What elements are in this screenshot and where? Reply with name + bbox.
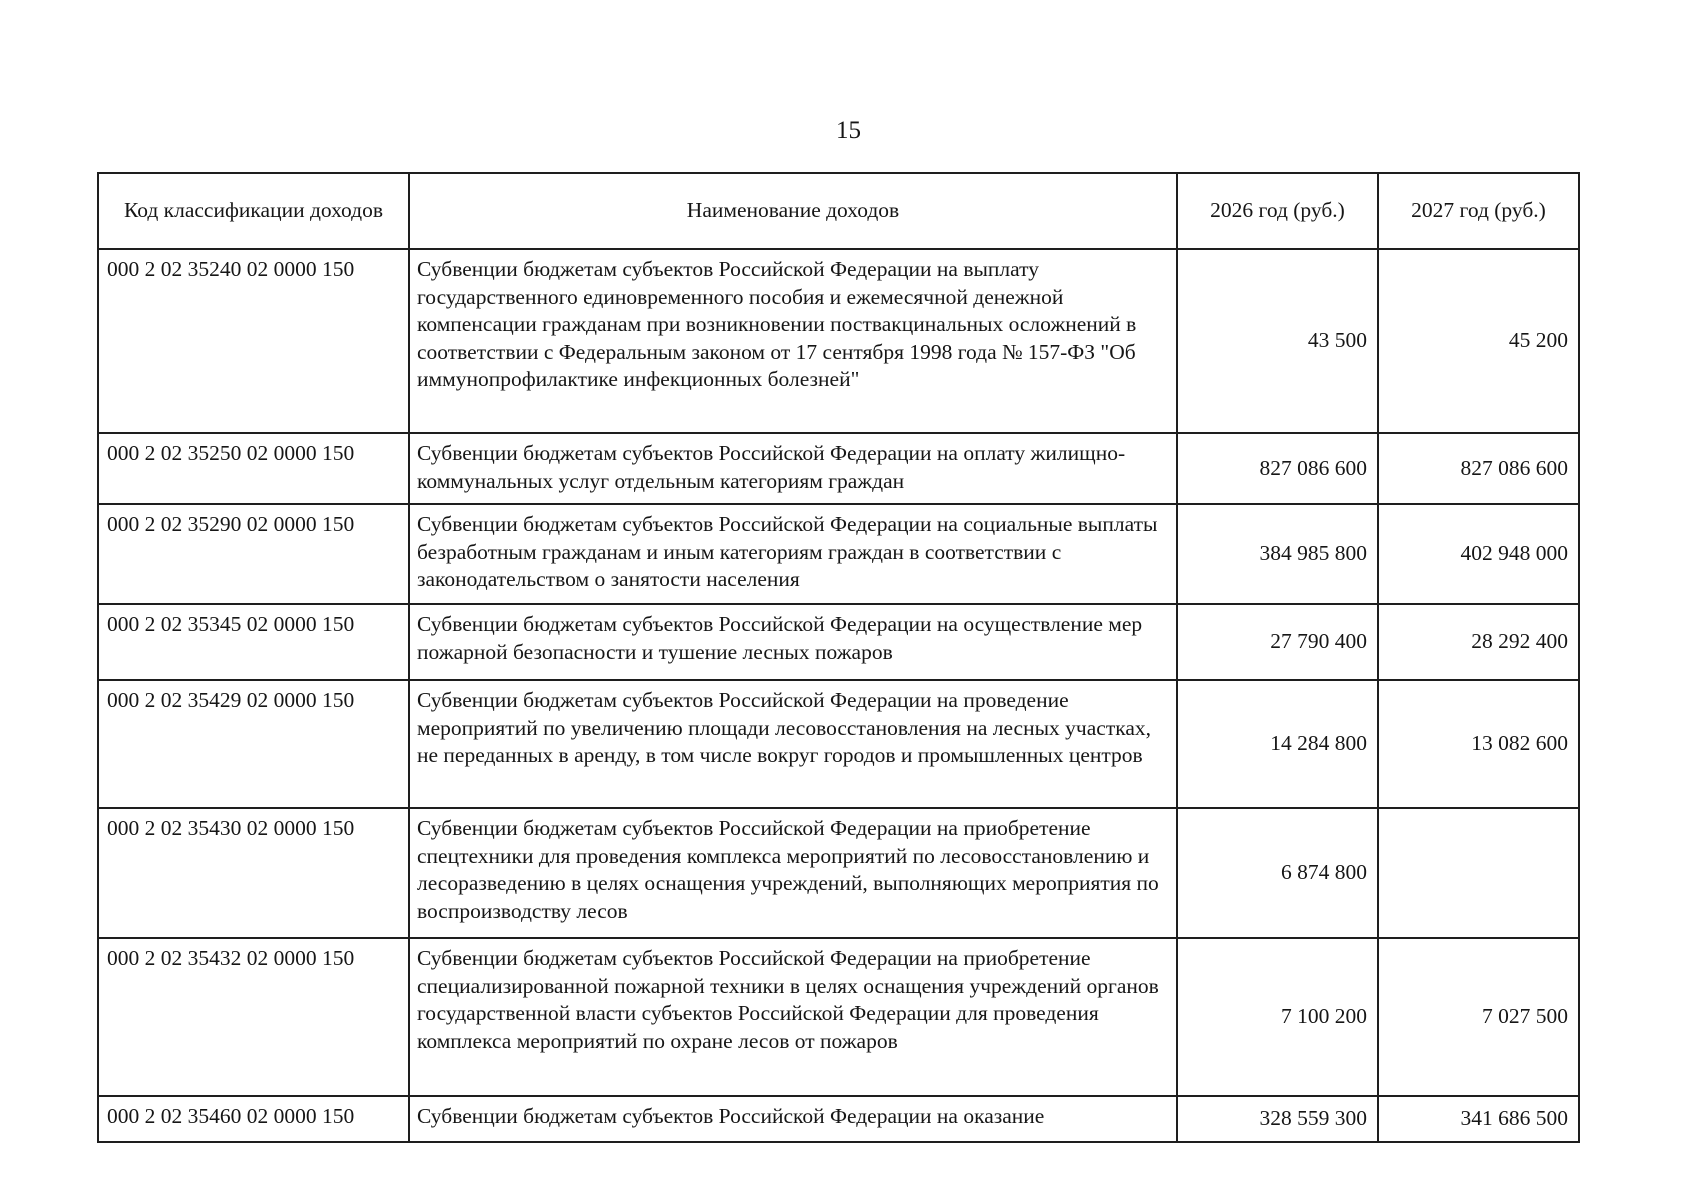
row-2026: 328 559 300 <box>1177 1096 1378 1142</box>
row-code: 000 2 02 35250 02 0000 150 <box>98 433 409 504</box>
row-name: Субвенции бюджетам субъектов Российской Федерации на осуществление мер пожарной безопасности и тушение лесных пожаров <box>409 604 1177 680</box>
row-code: 000 2 02 35429 02 0000 150 <box>98 680 409 808</box>
income-table <box>97 172 1580 1143</box>
row-code: 000 2 02 35430 02 0000 150 <box>98 808 409 938</box>
table-row <box>98 1096 1579 1142</box>
row-2026: 384 985 800 <box>1177 504 1378 604</box>
row-2026: 827 086 600 <box>1177 433 1378 504</box>
table-row <box>98 808 1579 938</box>
row-name: Субвенции бюджетам субъектов Российской Федерации на проведение мероприятий по увеличению площади лесовосстановления на лесных участках, не переданных в аренду, в том числе вокруг городов и промышленных центров <box>409 680 1177 808</box>
row-2026: 7 100 200 <box>1177 938 1378 1096</box>
header-code: Код классификации доходов <box>98 173 409 249</box>
header-name: Наименование доходов <box>409 173 1177 249</box>
table-row <box>98 680 1579 808</box>
row-name: Субвенции бюджетам субъектов Российской Федерации на социальные выплаты безработным гражданам и иным категориям граждан в соответствии с законодательством о занятости населения <box>409 504 1177 604</box>
table-row <box>98 249 1579 433</box>
row-name: Субвенции бюджетам субъектов Российской Федерации на приобретение специализированной пожарной техники в целях оснащения учреждений органов государственной власти субъектов Российской Федерации для проведения комплекса мероприятий по охране лесов от пожаров <box>409 938 1177 1096</box>
row-2027: 402 948 000 <box>1378 504 1579 604</box>
page-number: 15 <box>836 117 861 144</box>
row-2027: 7 027 500 <box>1378 938 1579 1096</box>
row-code: 000 2 02 35460 02 0000 150 <box>98 1096 409 1142</box>
row-2026: 14 284 800 <box>1177 680 1378 808</box>
row-name: Субвенции бюджетам субъектов Российской Федерации на оплату жилищно-коммунальных услуг отдельным категориям граждан <box>409 433 1177 504</box>
row-code: 000 2 02 35240 02 0000 150 <box>98 249 409 433</box>
table-header-row <box>98 173 1579 249</box>
header-2027: 2027 год (руб.) <box>1378 173 1579 249</box>
row-2027: 827 086 600 <box>1378 433 1579 504</box>
row-2027 <box>1378 808 1579 938</box>
row-name: Субвенции бюджетам субъектов Российской Федерации на оказание <box>409 1096 1177 1142</box>
row-2026: 43 500 <box>1177 249 1378 433</box>
table-row <box>98 604 1579 680</box>
table-row <box>98 433 1579 504</box>
row-2027: 28 292 400 <box>1378 604 1579 680</box>
header-2026: 2026 год (руб.) <box>1177 173 1378 249</box>
row-2026: 6 874 800 <box>1177 808 1378 938</box>
row-2027: 45 200 <box>1378 249 1579 433</box>
row-2026: 27 790 400 <box>1177 604 1378 680</box>
row-2027: 13 082 600 <box>1378 680 1579 808</box>
row-name: Субвенции бюджетам субъектов Российской Федерации на приобретение спецтехники для проведения комплекса мероприятий по лесовосстановлению и лесоразведению в целях оснащения учреждений, выполняющих мероприятия по воспроизводству лесов <box>409 808 1177 938</box>
table-row <box>98 504 1579 604</box>
row-name: Субвенции бюджетам субъектов Российской Федерации на выплату государственного единовременного пособия и ежемесячной денежной компенсации гражданам при возникновении поствакцинальных осложнений в соответствии с Федеральным законом от 17 сентября 1998 года № 157-ФЗ "Об иммунопрофилактике инфекционных болезней" <box>409 249 1177 433</box>
row-code: 000 2 02 35290 02 0000 150 <box>98 504 409 604</box>
row-2027: 341 686 500 <box>1378 1096 1579 1142</box>
table-row <box>98 938 1579 1096</box>
row-code: 000 2 02 35432 02 0000 150 <box>98 938 409 1096</box>
row-code: 000 2 02 35345 02 0000 150 <box>98 604 409 680</box>
